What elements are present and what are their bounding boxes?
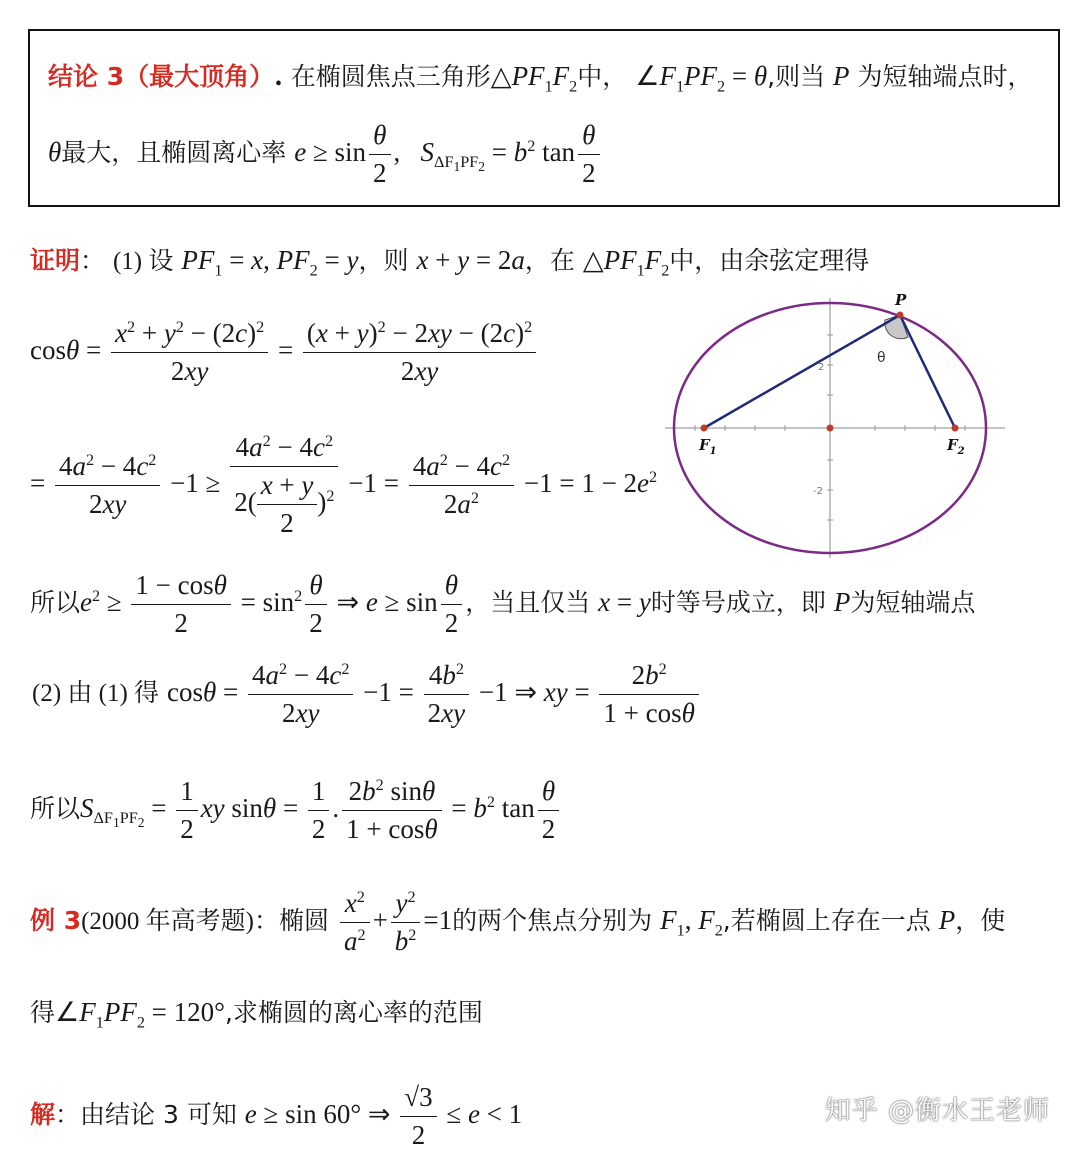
proof-part2-line: (2) 由 (1) 得 cosθ = $\frac{4a^2 - 4c^2}{2xy}$ −1 = $\frac{4b^2}{2xy}$ −1 ⇒ xy = $\frac{2b^2}{1 + \cos\theta}$ [32, 660, 702, 729]
conclusion-short-axis: 为短轴端点时， [857, 62, 1033, 91]
conclusion-in: 中， [577, 62, 628, 91]
tick-label-2: 2 [818, 362, 825, 373]
proof-part1-prefix: (1) 设 [112, 248, 174, 275]
conclusion-theta-max: 最大，且椭圆离心率 [61, 137, 287, 167]
proof-line-1: 证明： (1) 设 $PF_1 = x$, $PF_2 = y$，则 x + y = 2a，在 $\triangle PF_1F_2$中，由余弦定理得 [30, 245, 870, 280]
conclusion-dot: . [274, 62, 283, 91]
conclusion-line-1: 结论 3（最大顶角）. 在椭圆焦点三角形$\triangle PF_1F_2$中， $\angle F_1PF_2 = \theta$,则当 P 为短轴端点时， [48, 61, 1033, 96]
label-f1: $F_1$ [699, 436, 717, 457]
proof-so-line: 所以$e^2$ ≥ $\frac{1 - \cos\theta}{2}$ = $\sin^2$ $\frac{\theta}{2}$ ⇒ e ≥ sin $\frac{\theta}{2}$ ，当且仅当 x = y时等号成立，即 P为短轴端点 [30, 570, 976, 639]
tick-label-neg2: -2 [813, 486, 823, 497]
label-f2: $F_2$ [947, 436, 965, 457]
solution-label: 解 [30, 1099, 56, 1129]
point-p [897, 312, 904, 319]
conclusion-label: 结论 3（最大顶角） [48, 62, 275, 91]
example-line-2: 得$\angle F_1PF_2 = 120^\circ$,求椭圆的离心率的范围 [30, 997, 483, 1032]
example-label: 例 3 [30, 905, 82, 935]
cos-equation-1: cosθ = $\frac{x^2 + y^2 - (2c)^2}{2xy}$ = $\frac{(x + y)^2 - 2xy - (2c)^2}{2xy}$ [30, 318, 539, 387]
proof-area-line: 所以$S_{\Delta F_1PF_2}$ = $\frac{1}{2}$ xy sinθ = $\frac{1}{2}$ . $\frac{2b^2 \sin\theta}{1 + \cos\theta}$ = $b^2$ tan $\frac{\theta}{2}$ [30, 776, 562, 845]
point-f1 [701, 425, 708, 432]
point-f2 [952, 425, 959, 432]
example-line-1: 例 3(2000 年高考题)：椭圆 $\frac{x^2}{a^2}$ + $\frac{y^2}{b^2}$ =1的两个焦点分别为 $F_1$, $F_2$,若椭圆上存在一点 P，使 [30, 888, 1006, 957]
proof-label: 证明 [30, 246, 81, 275]
cos-equation-2: = $\frac{4a^2 - 4c^2}{2xy}$ −1 ≥ $4a^2 - 4c^2$ 2( $\frac{x + y}{2}$ )$^2$ −1 = $\frac{4a^2 - 4c^2}{2a^2}$ $-1 = 1 - 2e^2$ [30, 432, 658, 539]
watermark: 知乎 @衡水王老师 [824, 1096, 1050, 1126]
conclusion-then: ,则当 [767, 62, 826, 91]
solution-line: 解：由结论 3 可知 e ≥ sin 60° ⇒ $\frac{√3}{2}$ ≤ e < 1 [30, 1082, 523, 1151]
conclusion-intro: 在椭圆焦点三角形 [290, 62, 491, 91]
conclusion-line-2: θ最大，且椭圆离心率 e ≥ sin $\frac{\theta}{2}$ , $S_{\Delta F_1PF_2} = b^2$ tan $\frac{\theta}{2}$ [48, 120, 603, 189]
point-origin [827, 425, 834, 432]
label-theta: θ [877, 350, 886, 366]
label-p: P [895, 291, 907, 309]
ellipse-diagram [655, 290, 1010, 560]
